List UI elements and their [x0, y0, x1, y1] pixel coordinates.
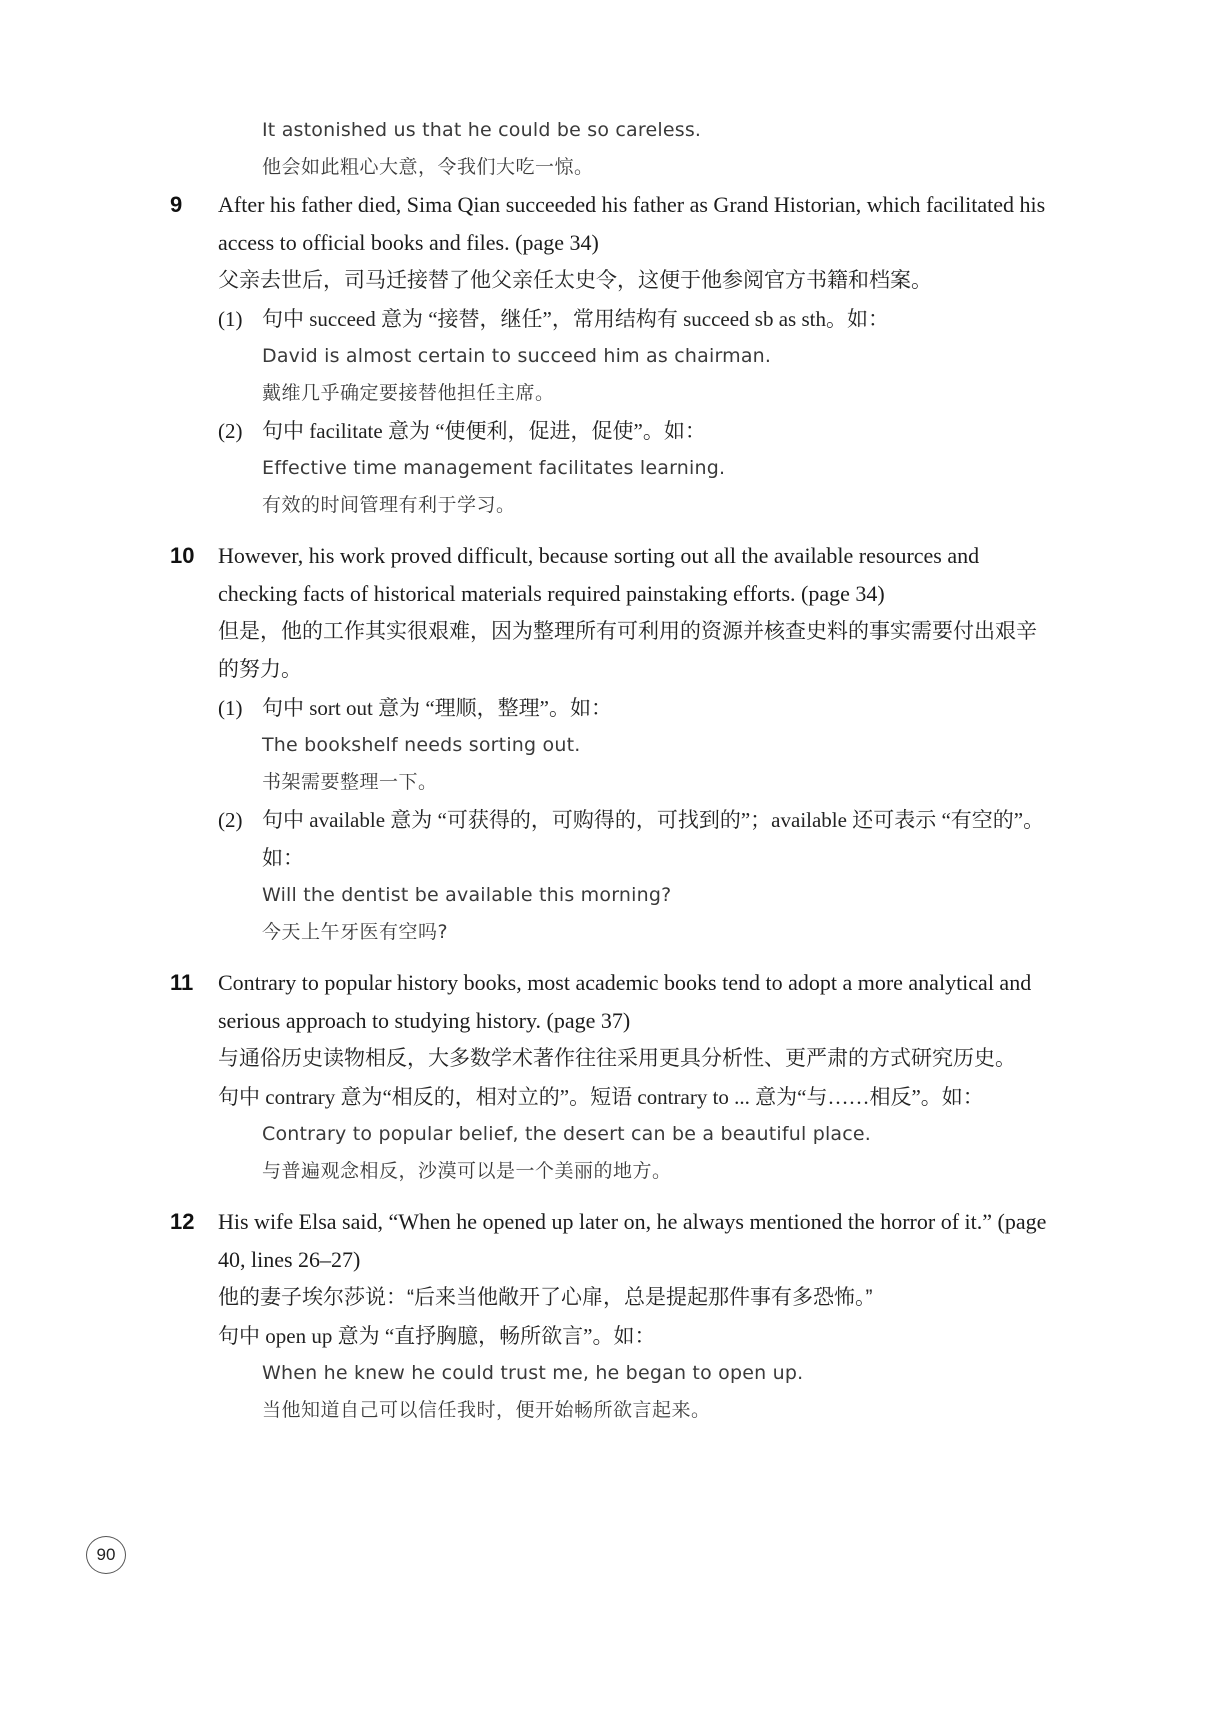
- sub-item-1: [218, 689, 1054, 801]
- page-number-badge: [86, 1536, 126, 1574]
- sub-item-label: (1): [218, 307, 243, 331]
- example-sentence-zh: 戴维几乎确定要接替他担任主席。: [262, 382, 555, 404]
- item-text-en: After his father died, Sima Qian succeeded his father as Grand Historian, which facilitated his access to official books and files. (page 34): [218, 192, 1046, 255]
- usage-note: 句中 available 意为 “可获得的，可购得的，可找到的”；available 还可表示 “有空的”。 如：: [262, 808, 1045, 870]
- numbered-item-12: [170, 1203, 1054, 1429]
- example-sentence-zh: 今天上午牙医有空吗?: [262, 921, 449, 943]
- item-number: 9: [170, 192, 183, 217]
- example-sentence-zh: 当他知道自己可以信任我时，便开始畅所欲言起来。: [262, 1399, 711, 1421]
- example-block: [262, 1355, 1054, 1429]
- sub-item-body: [262, 801, 1054, 951]
- numbered-item-11: [170, 964, 1054, 1190]
- example-sentence-en: The bookshelf needs sorting out.: [262, 734, 581, 756]
- usage-note: 句中 facilitate 意为 “使便利，促进，促使”。如：: [262, 419, 706, 443]
- sub-item-label: (1): [218, 696, 243, 720]
- example-sentence-en: Effective time management facilitates learning.: [262, 457, 726, 479]
- item-number: 12: [170, 1209, 195, 1234]
- page-content: [170, 112, 1054, 1429]
- sub-item-label: (2): [218, 419, 243, 443]
- item-body: [218, 1203, 1054, 1429]
- sub-item-body: [262, 412, 1054, 524]
- sub-item-label: (2): [218, 808, 243, 832]
- item-text-en: Contrary to popular history books, most academic books tend to adopt a more analytical and serious approach to studying history. (page 37): [218, 970, 1032, 1033]
- sub-item-body: [262, 689, 1054, 801]
- item-text-zh: 与通俗历史读物相反，大多数学术著作往往采用更具分析性、更严肃的方式研究历史。: [218, 1047, 1016, 1070]
- item-body: [218, 186, 1054, 524]
- example-sentence-zh: 书架需要整理一下。: [262, 771, 438, 793]
- item-text-zh: 父亲去世后，司马迁接替了他父亲任太史令，这便于他参阅官方书籍和档案。: [218, 269, 932, 292]
- usage-note: 句中 contrary 意为“相反的，相对立的”。短语 contrary to ... 意为“与……相反”。如：: [218, 1085, 984, 1109]
- example-sentence-en: It astonished us that he could be so careless.: [262, 119, 702, 141]
- example-sentence-en: David is almost certain to succeed him as chairman.: [262, 345, 772, 367]
- sub-item-1: [218, 300, 1054, 412]
- example-sentence-zh: 他会如此粗心大意，令我们大吃一惊。: [262, 156, 594, 178]
- example-sentence-en: Contrary to popular belief, the desert can be a beautiful place.: [262, 1123, 872, 1145]
- sub-item-2: [218, 801, 1054, 951]
- item-text-zh: 但是，他的工作其实很艰难，因为整理所有可利用的资源并核查史料的事实需要付出艰辛的努力。: [218, 620, 1037, 681]
- page-number: 90: [96, 1545, 116, 1564]
- usage-note: 句中 sort out 意为 “理顺，整理”。如：: [262, 696, 612, 720]
- example-block: [262, 1116, 1054, 1190]
- item-body: [218, 537, 1054, 951]
- example-sentence-en: Will the dentist be available this morning?: [262, 884, 672, 906]
- example-sentence-zh: 与普遍观念相反，沙漠可以是一个美丽的地方。: [262, 1160, 672, 1182]
- numbered-item-9: [170, 186, 1054, 524]
- example-sentence-zh: 有效的时间管理有利于学习。: [262, 494, 516, 516]
- item-body: [218, 964, 1054, 1190]
- sub-item-body: [262, 300, 1054, 412]
- item-text-en: His wife Elsa said, “When he opened up later on, he always mentioned the horror of it.” (page 40, lines 26–27): [218, 1209, 1047, 1272]
- item-text-en: However, his work proved difficult, because sorting out all the available resources and checking facts of historical materials required painstaking efforts. (page 34): [218, 543, 980, 606]
- sub-item-2: [218, 412, 1054, 524]
- item-number: 10: [170, 543, 195, 568]
- item-number: 11: [170, 970, 194, 995]
- usage-note: 句中 open up 意为 “直抒胸臆，畅所欲言”。如：: [218, 1324, 656, 1348]
- numbered-item-10: [170, 537, 1054, 951]
- usage-note: 句中 succeed 意为 “接替，继任”，常用结构有 succeed sb as sth。如：: [262, 307, 889, 331]
- example-sentence-en: When he knew he could trust me, he began to open up.: [262, 1362, 804, 1384]
- carryover-example-block: [262, 112, 1054, 186]
- item-text-zh: 他的妻子埃尔莎说：“后来当他敞开了心扉，总是提起那件事有多恐怖。”: [218, 1286, 873, 1309]
